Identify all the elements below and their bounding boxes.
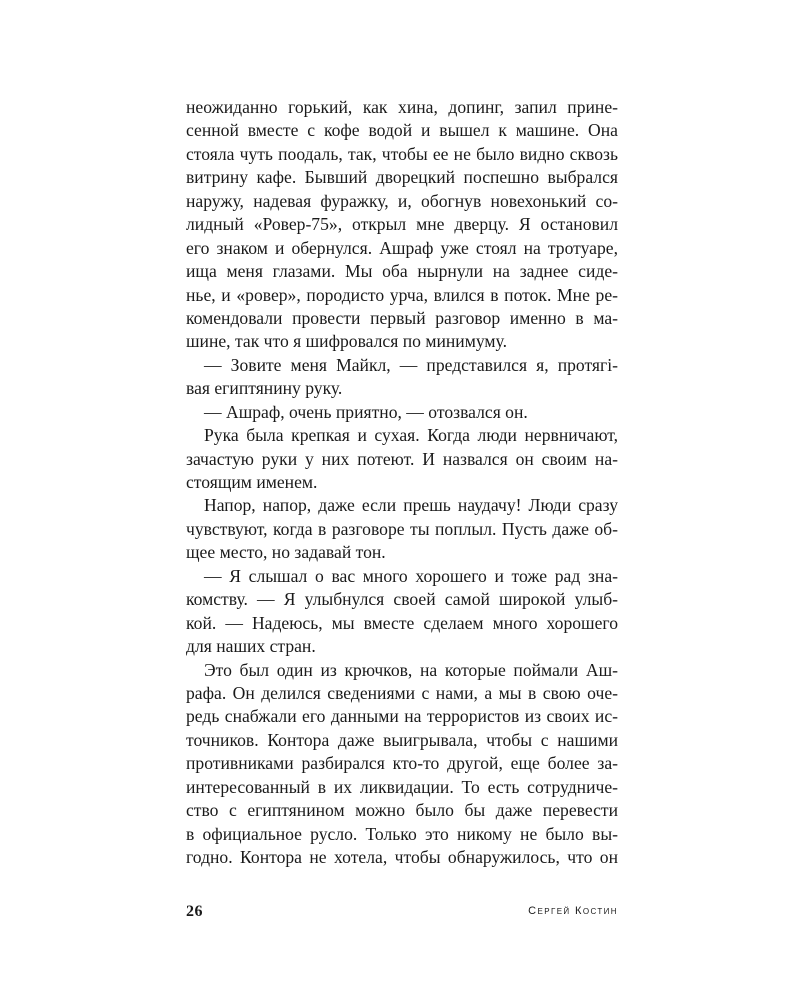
text-line: в официальное русло. Только это никому не было вы- (186, 823, 618, 844)
text-line: лидный «Ровер-75», открыл мне дверцу. Я остановил (186, 214, 618, 235)
text-line: витрину кафе. Бывший дворецкий поспешно выбрался (186, 167, 618, 188)
text-line: редь снабжали его данными на террористов из своих ис- (186, 706, 618, 727)
running-head-author: Сергей Костин (528, 905, 618, 917)
text-line: Рука была крепкая и сухая. Когда люди нервничают, (204, 425, 618, 446)
text-line: ство с египтянином можно было бы даже перевести (186, 800, 618, 821)
text-line: — Зовите меня Майкл, — представился я, протягі- (204, 354, 618, 375)
text-line: вая египтянину руку. (186, 378, 343, 399)
text-line: противниками разбирался кто-то другой, еще более за- (186, 753, 618, 774)
text-line: годно. Контора не хотела, чтобы обнаружилось, что он (186, 847, 618, 867)
text-line: шине, так что я шифровался по минимуму. (186, 331, 507, 352)
page-footer (186, 903, 618, 923)
text-line: сенной вместе с кофе водой и вышел к машине. Она (186, 120, 618, 141)
text-line: нье, и «ровер», породисто урча, влился в поток. Мне ре- (186, 284, 618, 305)
text-line: комендовали провести первый разговор именно в ма- (186, 307, 618, 328)
text-line: стоящим именем. (186, 472, 318, 492)
text-line: неожиданно горький, как хина, допинг, запил прине- (186, 97, 618, 117)
text-line: Это был один из крючков, на которые поймали Аш- (204, 659, 618, 680)
text-line: ища меня глазами. Мы оба нырнули на заднее сиде- (186, 261, 618, 282)
text-line: рафа. Он делился сведениями с нами, а мы в свою оче- (186, 682, 618, 703)
text-line: стояла чуть поодаль, так, чтобы ее не было видно сквозь (186, 143, 618, 164)
text-line: для наших стран. (186, 636, 316, 657)
page-number: 26 (186, 903, 203, 920)
text-line: кой. — Надеюсь, мы вместе сделаем много хорошего (186, 612, 618, 633)
text-line: точников. Контора даже выигрывала, чтобы с нашими (186, 729, 618, 750)
body-text (186, 96, 618, 869)
text-line: — Ашраф, очень приятно, — отозвался он. (204, 401, 528, 422)
text-line: его знаком и обернулся. Ашраф уже стоял на тротуаре, (186, 237, 618, 258)
text-line: зачастую руки у них потеют. И назвался он своим на- (186, 448, 618, 469)
text-line: щее место, но задавай тон. (186, 542, 386, 563)
text-line: Напор, напор, даже если прешь наудачу! Люди сразу (204, 495, 618, 516)
text-line: — Я слышал о вас много хорошего и тоже рад зна- (204, 565, 618, 586)
text-line: комству. — Я улыбнулся своей самой широкой улыб- (186, 589, 618, 610)
text-line: интересованный в их ликвидации. То есть сотрудниче- (186, 776, 618, 797)
text-line: наружу, надевая фуражку, и, обогнув новехонький со- (186, 190, 618, 211)
text-line: чувствуют, когда в разговоре ты поплыл. Пусть даже об- (186, 518, 618, 539)
